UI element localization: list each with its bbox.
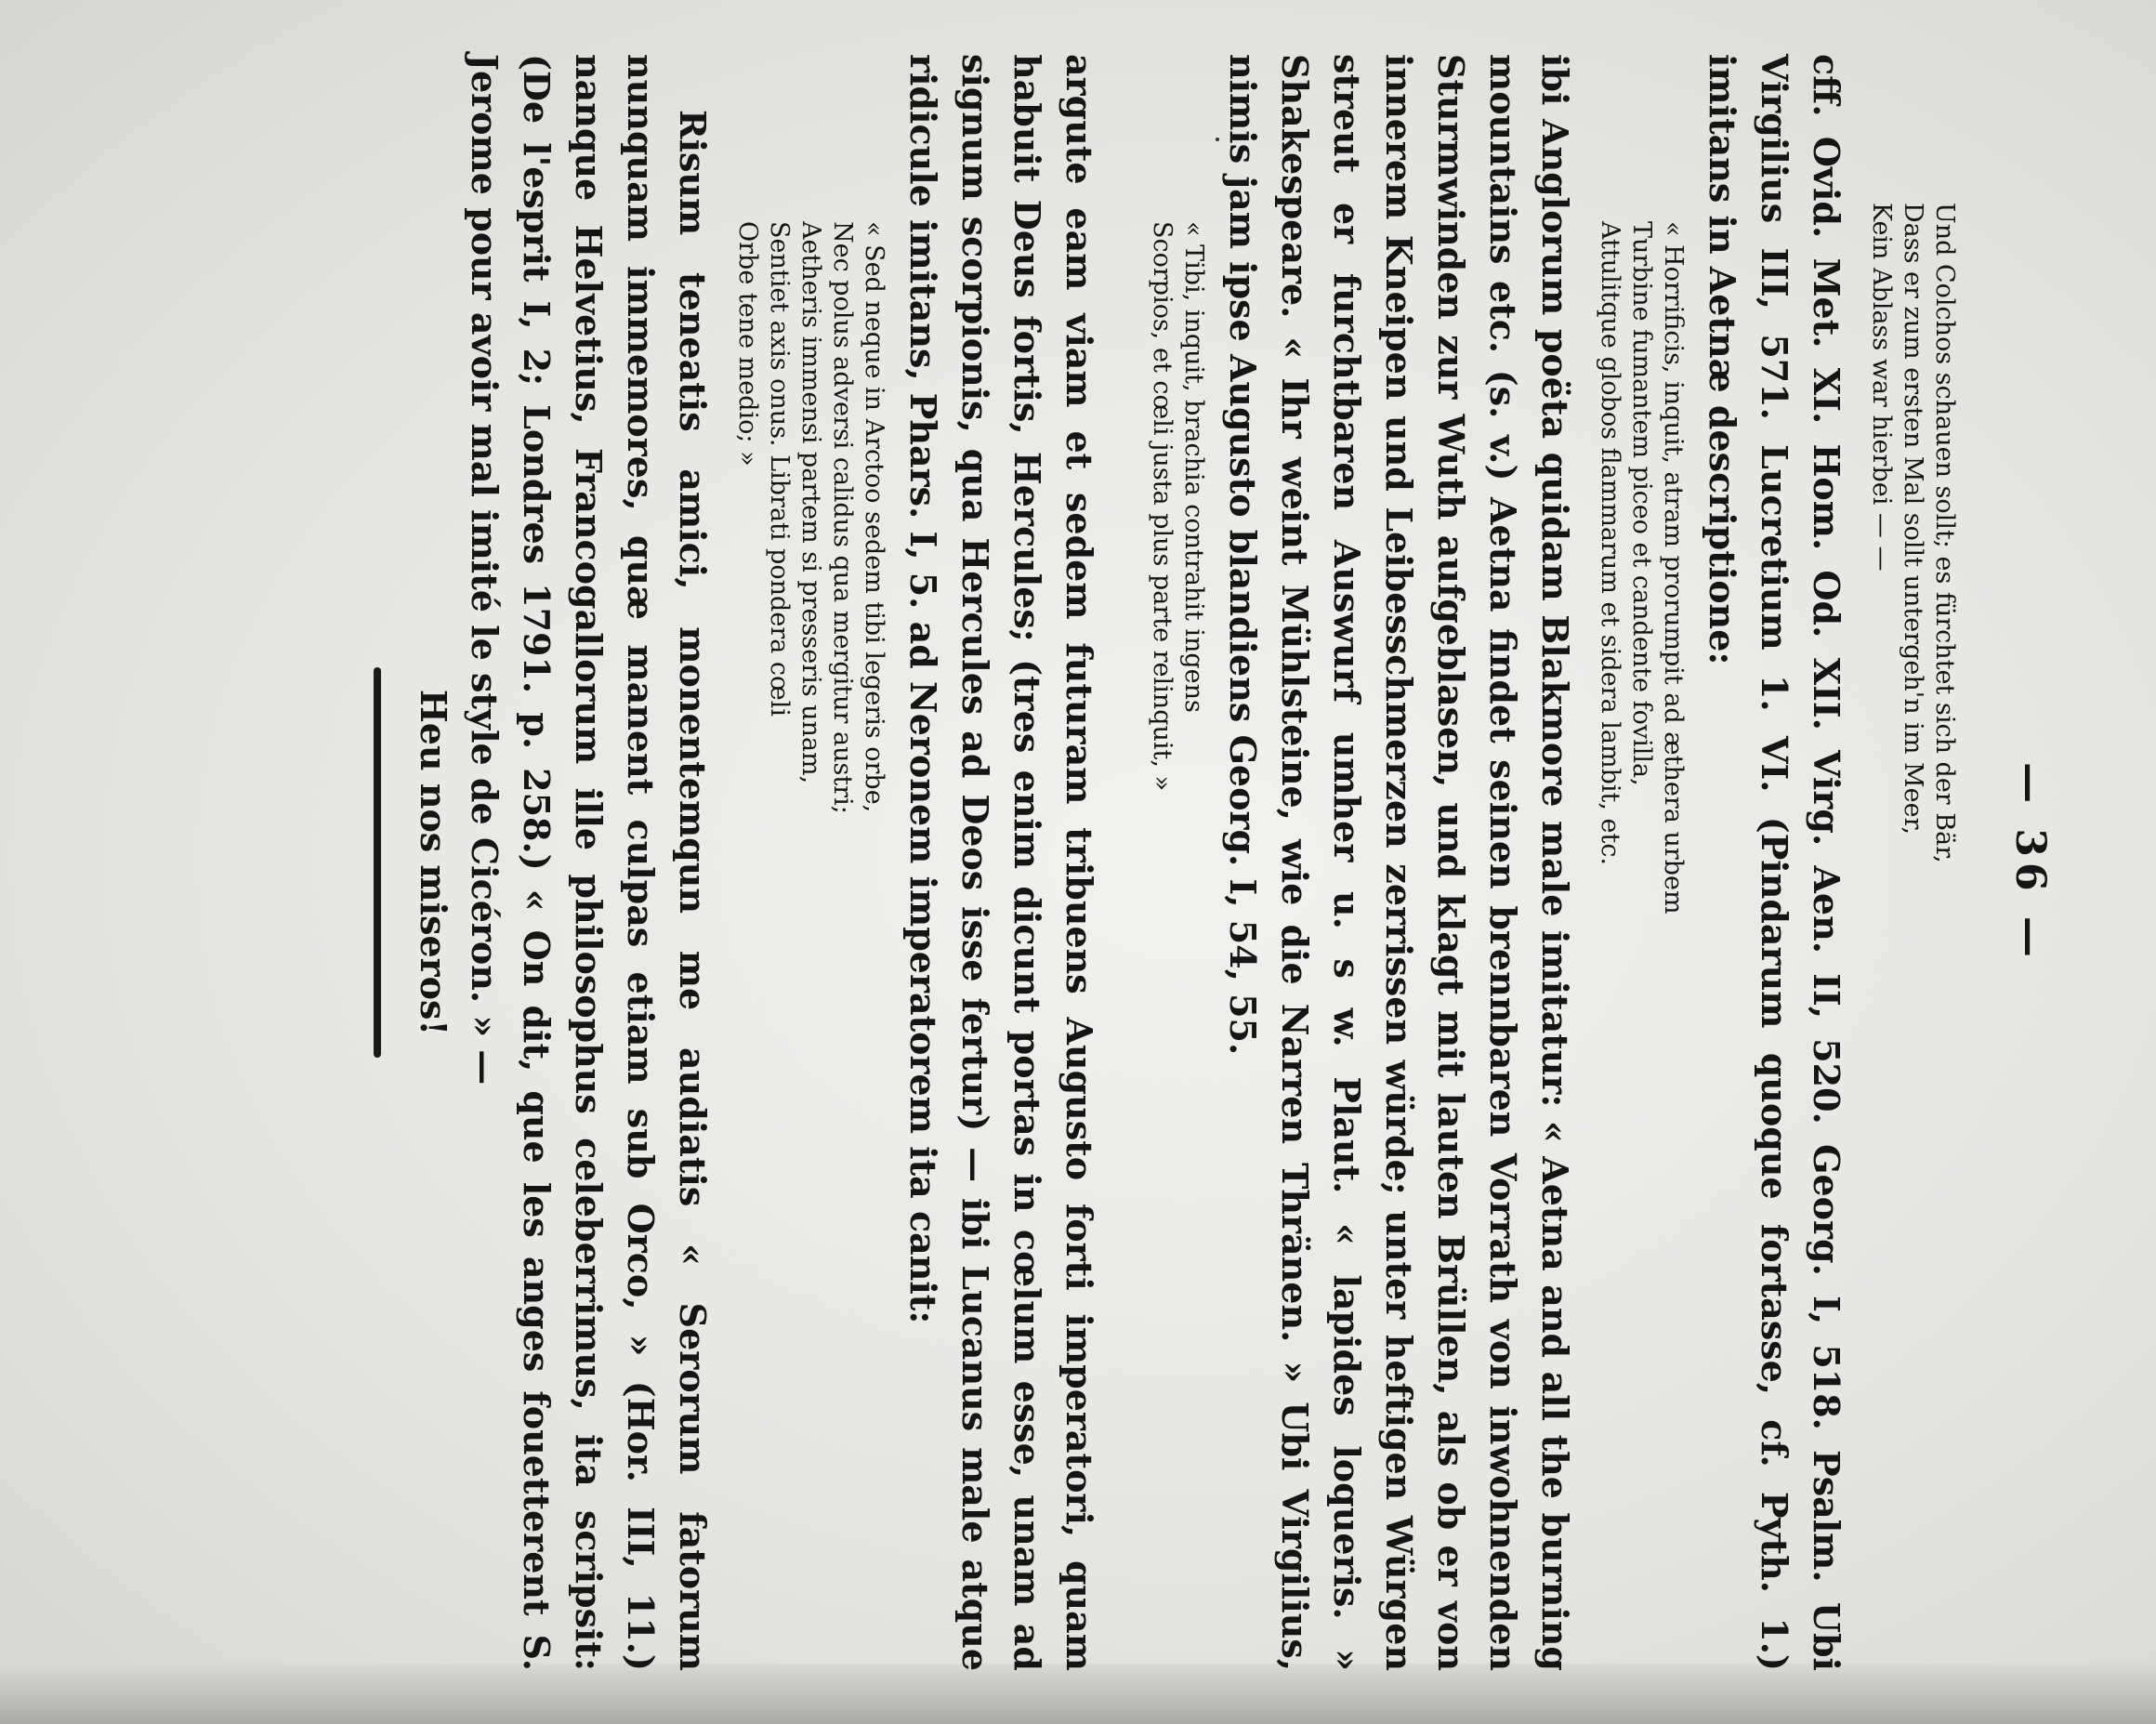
paragraph-2: ibi Anglorum poëta quidam Blakmore male imitatur: « Aetna and all the burning mountains etc. (s. v.) Aetna findet seinen brennbaren Vorrath von inwohnenden Sturmwinden zur Wuth aufgeblasen, und klagt mit lauten Brüllen, als ob er von innerem Kneipen und Leibesschmerzen zerrissen würde; unter heftigen Würgen streut er furchtbaren Auswurf umher u. s w. Plaut. « lapides loqueris. » Shakespeare. « Ihr weint Mühlsteine, wie die Narren Thränen. » Ubi Virgilius, nimis jam ipse Augusto blandiens Georg. I, 54, 55. [1222, 54, 1576, 1671]
verse-line: Nec polus adversi calidus qua mergitur austri; [828, 221, 857, 814]
page-number: — 36 — [2006, 762, 2054, 963]
paragraph-3: argute eam viam et sedem futuram tribuens Augusto forti imperatori, quam habuit Deus fortis, Hercules; (tres enim dicunt portas in cœlum esse, unam ad signum scorpionis, qua Hercules ad Deos isse fertur) — ibi Lucanus male atque ridicule imitans, Phars. I, 5. ad Neronem imperatorem ita canit: [902, 54, 1100, 1671]
rotated-text-page [102, 54, 2054, 1671]
verse-line: Kein Ablass war hierbei — — [1867, 203, 1896, 572]
verse-block-4 [731, 221, 889, 1671]
verse-line: « Tibi, inquit, brachia contrahit ingens [1179, 221, 1208, 713]
book-binding-edge [0, 1664, 2156, 1724]
verse-block-1 [1865, 203, 1960, 1671]
verse-block-3 [1146, 221, 1209, 1671]
verse-line: Sentiet axis onus. Librati pondera cœli [765, 221, 794, 717]
paragraph-1: cff. Ovid. Met. XI. Hom. Od. XII. Virg. Aen. II, 520. Georg. I, 518. Psalm. Ubi Virgilius III, 571. Lucretium 1. VI. (Pindarum quoque fortasse, cf. Pyth. 1.) imitans in Aetnæ descriptione: [1702, 54, 1847, 1671]
verse-line: Aetheris immensi partem si presseris unam, [796, 221, 825, 784]
verse-line: Orbe tene medio; » [733, 221, 762, 467]
verse-line: Und Colchos schauen sollt; es fürchtet sich der Bär, [1930, 203, 1959, 863]
end-rule [374, 667, 381, 1058]
verse-block-2 [1594, 221, 1689, 1671]
closing-line: Heu nos miseros! [413, 689, 454, 1036]
verse-line: Dass er zum ersten Mal sollt untergeh'n im Meer, [1899, 203, 1927, 836]
verse-line: « Horrificis, inquit, atram prorumpit ad æthera urbem [1659, 221, 1688, 915]
verse-line: Scorpios, et cœli justa plus parte relinquit, » [1148, 221, 1177, 792]
verse-line: Attulitque globos flammarum et sidera lambit, etc. [1596, 221, 1624, 866]
verse-line: Turbine fumantem piceo et candente fovilla, [1627, 221, 1656, 786]
paragraph-4: Risum teneatis amici, monentemqun me audiatis « Serorum fatorum nunquam immemores, quæ manent culpas etiam sub Orco, » (Hor. III, 11.) nanque Helvetius, Francogallorum ille philosophus celeberrimus, ita scripsit: (De l'esprit I, 2; Londres 1791. p. 258.) « On dit, que les anges fouetterent S. Jerome pour avoir mal imité le style de Cicéron. » — [464, 54, 714, 1671]
verse-line: « Sed neque in Arctoo sedem tibi legeris orbe, [860, 221, 888, 813]
